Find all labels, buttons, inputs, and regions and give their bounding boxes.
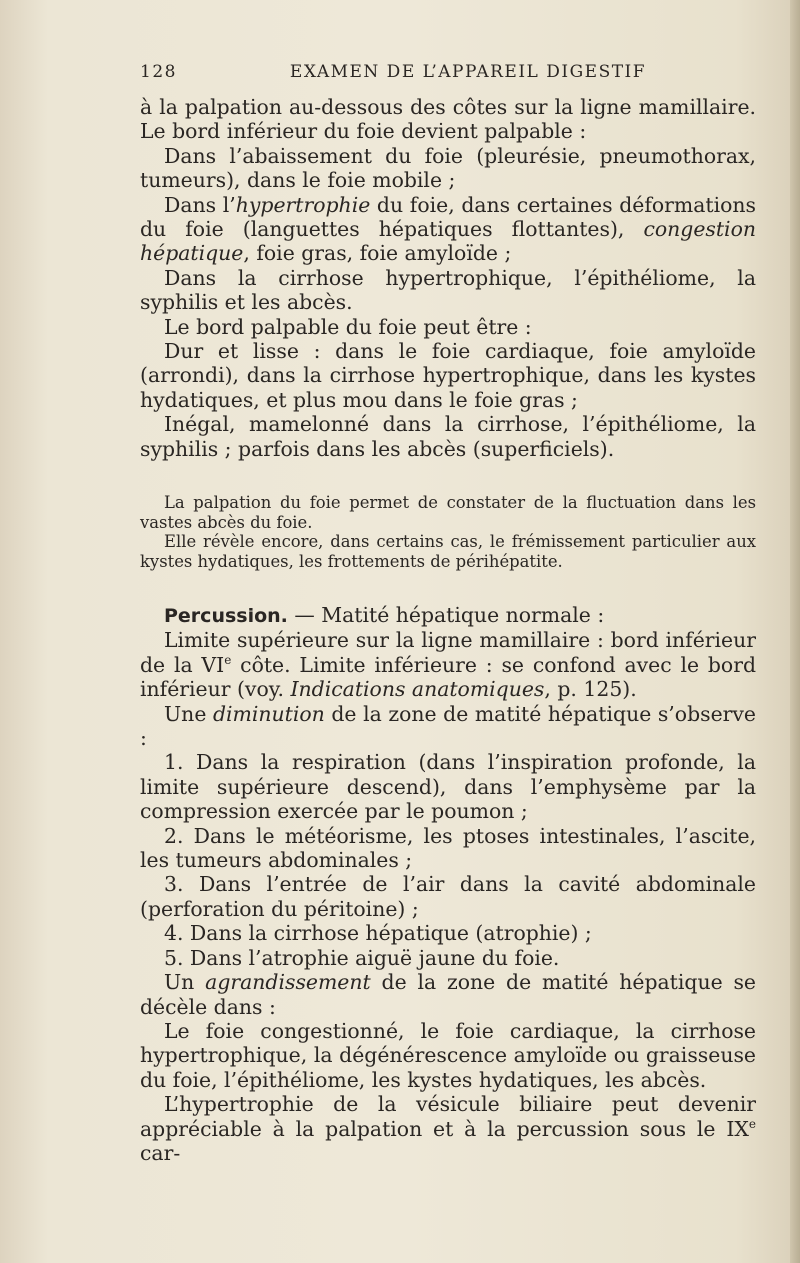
page-number: 128 (140, 62, 177, 82)
paragraph: Le bord palpable du foie peut être : (164, 314, 532, 339)
paragraph: Le foie congestionné, le foie cardiaque, la cirrhose hypertrophique, la dégénérescence amyloïde ou graisseuse du foie, l’épithéliome, les kystes hydatiques, les abcès. (140, 1018, 756, 1092)
list-item: 3. Dans l’entrée de l’air dans la cavité abdominale (perforation du péritoine) ; (140, 872, 756, 921)
italic-term: hypertrophie (235, 192, 371, 217)
running-header (140, 62, 756, 86)
small-print-note (140, 493, 756, 571)
paragraph: à la palpation au-dessous des côtes sur la ligne mamillaire. Le bord inférieur du foie devient palpable : (140, 95, 756, 144)
page-edge (790, 0, 800, 1263)
paragraph: Dans l’hypertrophie du foie, dans certaines déformations du foie (languettes hépatiques flottantes), congestion hépatique, foie gras, foie amyloïde ; (140, 192, 756, 266)
note-paragraph: Elle révèle encore, dans certains cas, le frémissement particulier aux kystes hydatiques, les frottements de périhépatite. (140, 532, 756, 571)
italic-term: congestion hépatique (140, 217, 756, 266)
paragraph: Dans la cirrhose hypertrophique, l’épithéliome, la syphilis et les abcès. (140, 265, 756, 315)
list-item: 5. Dans l’atrophie aiguë jaune du foie. (164, 945, 560, 970)
list-item: 2. Dans le météorisme, les ptoses intestinales, l’ascite, les tumeurs abdominales ; (140, 823, 756, 873)
main-text (140, 95, 756, 461)
paragraph: Une diminution de la zone de matité hépatique s’observe : (140, 701, 756, 751)
note-paragraph: La palpation du foie permet de constater de la fluctuation dans les vastes abcès du foie. (140, 493, 756, 532)
italic-term: agrandissement (205, 970, 371, 995)
paragraph: Un agrandissement de la zone de matité hépatique se décèle dans : (140, 970, 756, 1019)
italic-term: diminution (212, 701, 325, 726)
paragraph: Limite supérieure sur la ligne mamillaire : bord inférieur de la VIe côte. Limite inférieure : se confond avec le bord inférieur (voy. Indications anatomiques, p. 125). (140, 628, 756, 702)
paragraph: Dans l’abaissement du foie (pleurésie, pneumothorax, tumeurs), dans le foie mobile ; (140, 143, 756, 193)
section-title: Percussion. (164, 605, 288, 627)
paragraph: Inégal, mamelonné dans la cirrhose, l’épithéliome, la syphilis ; parfois dans les abcès (superficiels). (140, 412, 756, 461)
paragraph: Dur et lisse : dans le foie cardiaque, foie amyloïde (arrondi), dans la cirrhose hypertrophique, dans les kystes hydatiques, et plus mou dans le foie gras ; (140, 339, 756, 412)
italic-reference: Indications anatomiques (290, 677, 545, 702)
running-title: EXAMEN DE L’APPAREIL DIGESTIF (289, 62, 647, 82)
section-heading-line: Percussion. — Matité hépatique normale : (164, 603, 605, 627)
list-item: 1. Dans la respiration (dans l’inspiration profonde, la limite supérieure descend), dans l’emphysème par la compression exercée par le poumon ; (140, 750, 756, 824)
percussion-section (140, 603, 756, 1165)
paragraph: L’hypertrophie de la vésicule biliaire peut devenir appréciable à la palpation et à la percussion sous le IXe car- (140, 1092, 756, 1165)
list-item: 4. Dans la cirrhose hépatique (atrophie) ; (164, 921, 592, 946)
